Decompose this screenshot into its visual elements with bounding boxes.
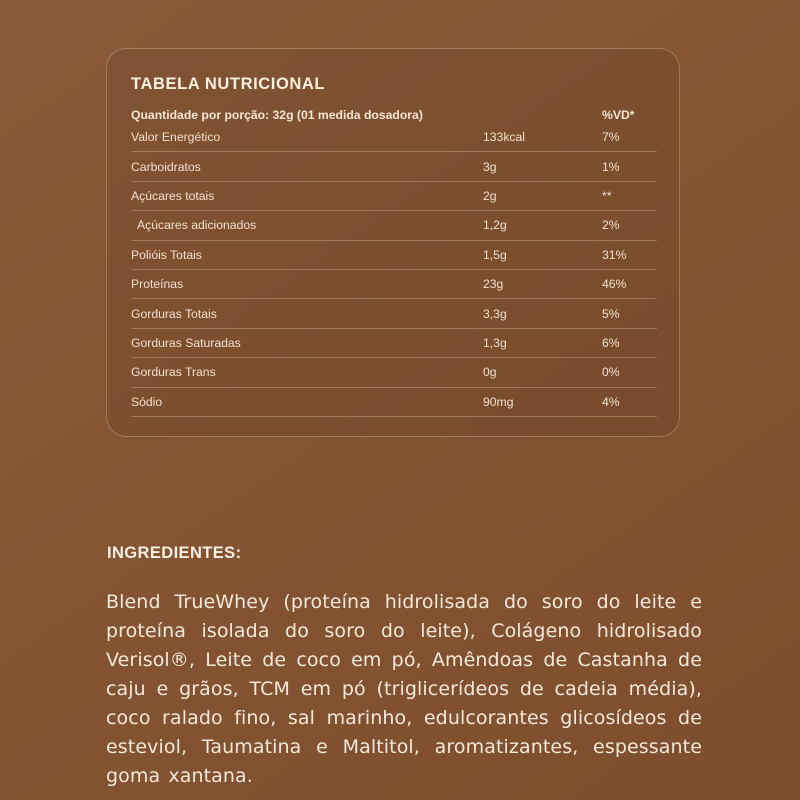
- nutrient-amount: 90mg: [483, 394, 514, 409]
- nutrient-dv: 1%: [602, 159, 620, 174]
- nutrient-name: Gorduras Trans: [131, 365, 216, 380]
- nutrient-name: Açúcares totais: [131, 188, 215, 203]
- nutrition-table-title: TABELA NUTRICIONAL: [131, 75, 326, 93]
- nutrient-amount: 3g: [483, 159, 497, 174]
- header-portion-label: Quantidade por porção: 32g (01 medida dosadora): [131, 108, 423, 122]
- nutrient-dv: 46%: [602, 277, 627, 292]
- table-row: [131, 358, 657, 387]
- nutrient-amount: 1,3g: [483, 335, 507, 350]
- nutrient-name: Carboidratos: [131, 159, 201, 174]
- nutrient-amount: 2g: [483, 188, 497, 203]
- nutrition-facts-panel: [106, 48, 680, 437]
- ingredients-text: Blend TrueWhey (proteína hidrolisada do soro do leite e proteína isolada do soro do leite), Colágeno hidrolisado Verisol®, Leite de coco em pó, Amêndoas de Castanha de caju e grãos, TCM em pó (triglicerídeos de cadeia média), coco ralado fino, sal marinho, edulcorantes glicosídeos de esteviol, Taumatina e Maltitol, aromatizantes, espessante goma xantana.: [106, 591, 702, 787]
- table-row: [131, 270, 657, 299]
- nutrient-amount: 23g: [483, 277, 504, 292]
- nutrient-name: Proteínas: [131, 277, 184, 292]
- table-row: [131, 152, 657, 181]
- table-row: [131, 182, 657, 211]
- ingredients-heading: INGREDIENTES:: [107, 544, 242, 562]
- nutrient-dv: 5%: [602, 306, 620, 321]
- nutrient-dv: 31%: [602, 247, 627, 262]
- nutrient-amount: 1,5g: [483, 247, 507, 262]
- nutrient-amount: 133kcal: [483, 130, 526, 145]
- nutrient-name: Valor Energético: [131, 130, 221, 145]
- table-row: [131, 123, 657, 152]
- nutrient-dv: 6%: [602, 335, 620, 350]
- table-row: [131, 388, 657, 417]
- table-row: [131, 241, 657, 270]
- nutrient-name: Sódio: [131, 394, 163, 409]
- nutrient-dv: 7%: [602, 130, 620, 145]
- nutrient-amount: 1,2g: [483, 218, 507, 233]
- header-vd-label: %VD*: [602, 108, 635, 122]
- table-row: [131, 329, 657, 358]
- nutrition-table-header: [131, 107, 657, 123]
- nutrient-dv: 4%: [602, 394, 620, 409]
- nutrient-name: Açúcares adicionados: [137, 218, 257, 233]
- nutrient-name: Gorduras Saturadas: [131, 335, 241, 350]
- table-row: [131, 299, 657, 328]
- nutrient-name: Polióis Totais: [131, 247, 202, 262]
- nutrient-amount: 0g: [483, 365, 497, 380]
- nutrient-dv: **: [602, 188, 612, 203]
- nutrient-dv: 2%: [602, 218, 620, 233]
- table-row: [131, 211, 657, 240]
- nutrient-dv: 0%: [602, 365, 620, 380]
- nutrient-name: Gorduras Totais: [131, 306, 217, 321]
- nutrient-amount: 3,3g: [483, 306, 507, 321]
